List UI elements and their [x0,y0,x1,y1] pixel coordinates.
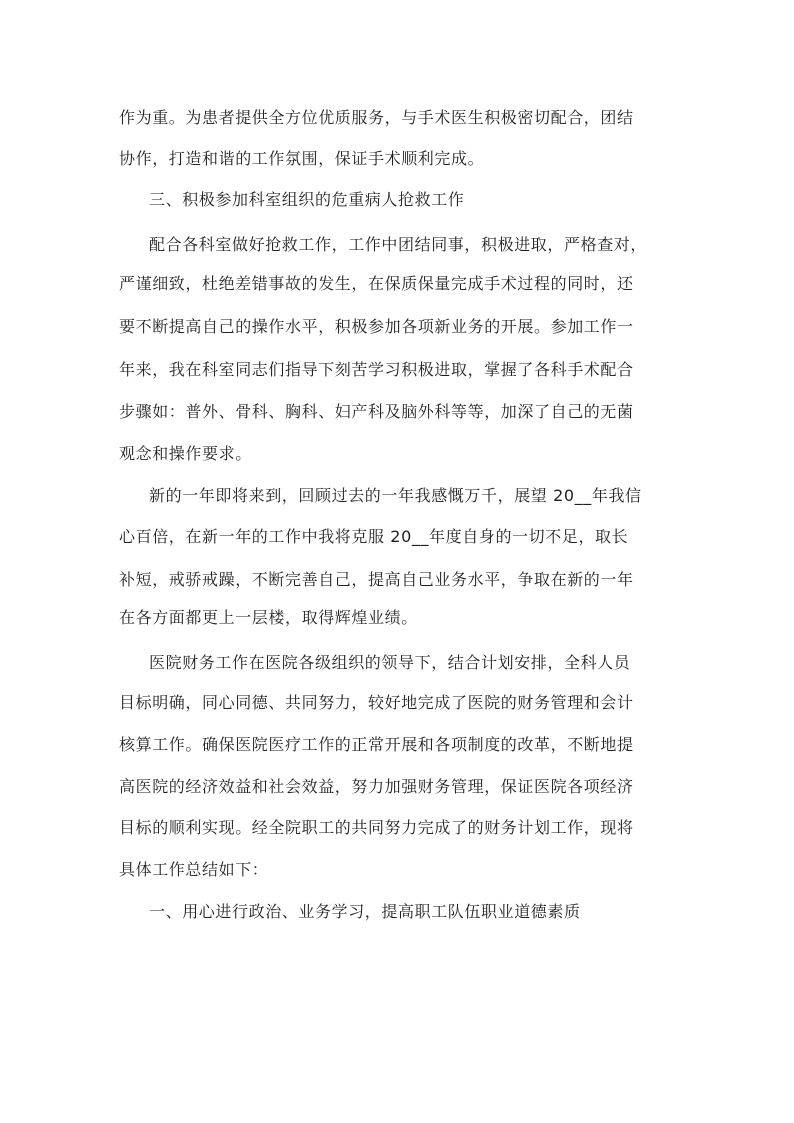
text-line: 严谨细致，杜绝差错事故的发生，在保质保量完成手术过程的同时，还 [119,274,634,293]
text-line: 医院财务工作在医院各级组织的领导下，结合计划安排，全科人员 [149,653,631,672]
section-heading: 一、用心进行政治、业务学习，提高职工队伍职业道德素质 [149,902,581,921]
text-line: 新的一年即将来到，回顾过去的一年我感慨万千，展望 20__年我信 [149,486,642,505]
text-line: 要不断提高自己的操作水平，积极参加各项新业务的开展。参加工作一 [119,317,634,336]
section-heading: 三、积极参加科室组织的危重病人抢救工作 [149,190,465,209]
text-line: 协作，打造和谐的工作氛围，保证手术顺利完成。 [119,149,485,168]
text-line: 步骤如：普外、骨科、胸科、妇产科及脑外科等等，加深了自己的无菌 [119,402,634,421]
text-line: 补短，戒骄戒躁，不断完善自己，提高自己业务水平，争取在新的一年 [119,570,634,589]
text-line: 目标的顺利实现。经全院职工的共同努力完成了的财务计划工作，现将 [119,818,634,837]
text-line: 在各方面都更上一层楼，取得辉煌业绩。 [119,608,418,627]
text-line: 配合各科室做好抢救工作，工作中团结同事，积极进取，严格查对， [149,235,648,254]
text-line: 心百倍，在新一年的工作中我将克服 20__年度自身的一切不足，取长 [119,527,629,546]
text-line: 核算工作。确保医院医疗工作的正常开展和各项制度的改革，不断地提 [119,735,634,754]
text-line: 具体工作总结如下： [119,860,269,879]
text-line: 高医院的经济效益和社会效益，努力加强财务管理，保证医院各项经济 [119,777,634,796]
text-line: 目标明确，同心同德、共同努力，较好地完成了医院的财务管理和会计 [119,693,634,712]
text-line: 观念和操作要求。 [119,444,252,463]
text-line: 年来，我在科室同志们指导下刻苦学习积极进取，掌握了各科手术配合 [119,360,634,379]
text-line: 作为重。为患者提供全方位优质服务，与手术医生积极密切配合，团结 [119,108,634,127]
